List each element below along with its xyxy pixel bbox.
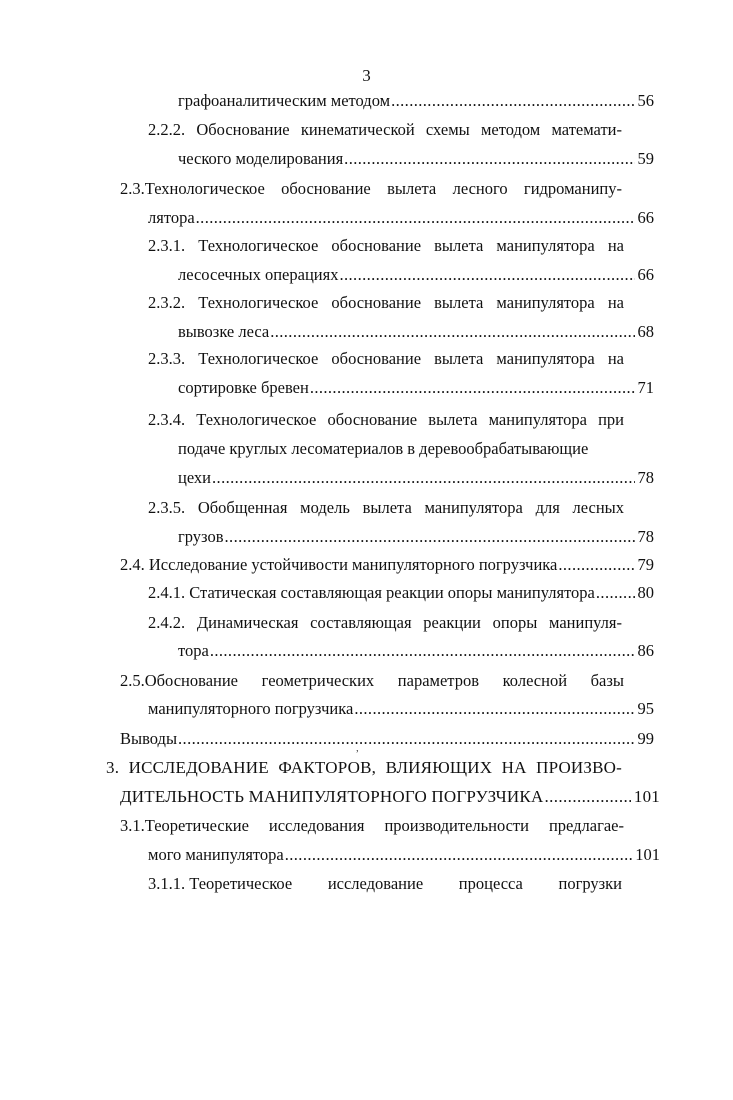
toc-entry-text: 2.3.1. Технологическое обоснование вылета манипулятора на <box>148 236 624 255</box>
toc-page-number: 68 <box>637 322 654 341</box>
toc-page-number: 95 <box>637 699 654 718</box>
leader-dots <box>558 550 634 580</box>
toc-entry <box>120 724 654 754</box>
toc-page-number: 56 <box>637 91 654 110</box>
toc-entry-text: 2.3.5. Обобщенная модель вылета манипулятора для лесных <box>148 498 624 517</box>
toc-entry <box>148 203 654 233</box>
leader-dots <box>196 203 635 233</box>
toc-entry-text: лесосечных операциях <box>178 265 339 284</box>
toc-entry <box>178 317 654 347</box>
toc-entry <box>148 405 624 435</box>
leader-dots <box>339 260 634 290</box>
toc-entry-text: 2.4. Исследование устойчивости манипуляторного погрузчика <box>120 555 558 574</box>
toc-entry-text: сортировке бревен <box>178 378 309 397</box>
leader-dots <box>285 840 633 870</box>
toc-entry-text: 2.5.Обоснование геометрических параметров колесной базы <box>120 671 624 690</box>
toc-entry-text: 2.3.4. Технологическое обоснование вылета манипулятора при <box>148 410 624 429</box>
toc-page-number: 101 <box>633 787 660 806</box>
toc-entry <box>178 373 654 403</box>
toc-entry-text: 2.4.2. Динамическая составляющая реакции опоры манипуля- <box>148 613 622 632</box>
toc-entry <box>120 811 624 841</box>
toc-word: исследование <box>327 874 424 893</box>
toc-entry <box>178 260 654 290</box>
toc-entry-text: цехи <box>178 468 212 487</box>
toc-entry <box>178 636 654 666</box>
toc-entry <box>148 115 622 145</box>
toc-entry <box>120 174 622 204</box>
toc-word: 3.1.1. Теоретическое <box>148 874 293 893</box>
toc-page-number: 86 <box>637 641 654 660</box>
toc-entry <box>148 231 624 261</box>
toc-entry-text: графоаналитическим методом <box>178 91 391 110</box>
leader-dots <box>270 317 634 347</box>
toc-page-number: 66 <box>637 208 654 227</box>
leader-dots <box>391 86 634 116</box>
toc-word: процесса <box>458 874 523 893</box>
toc-page-number: 79 <box>637 555 654 574</box>
leader-dots <box>310 373 635 403</box>
toc-chapter-heading <box>106 753 622 783</box>
toc-entry <box>148 344 624 374</box>
toc-entry <box>178 86 654 116</box>
toc-entry-text: лятора <box>148 208 195 227</box>
toc-entry <box>120 666 624 696</box>
toc-word: погрузки <box>558 874 622 893</box>
toc-entry-text: ческого моделирования <box>178 149 344 168</box>
toc-entry <box>148 288 624 318</box>
toc-entry-text: 2.3.2. Технологическое обоснование вылета манипулятора на <box>148 293 624 312</box>
leader-dots <box>210 636 635 666</box>
toc-entry-text: 3. ИССЛЕДОВАНИЕ ФАКТОРОВ, ВЛИЯЮЩИХ НА ПРОИЗВО- <box>106 758 622 777</box>
leader-dots <box>596 578 635 608</box>
toc-entry-text: манипуляторного погрузчика <box>148 699 354 718</box>
toc-entry-text: грузов <box>178 527 224 546</box>
toc-entry <box>178 434 624 464</box>
toc-page-number: 99 <box>637 729 654 748</box>
toc-entry-text: тора <box>178 641 209 660</box>
toc-entry-text: 2.4.1. Статическая составляющая реакции опоры манипулятора <box>148 583 595 602</box>
leader-dots <box>178 724 634 754</box>
toc-entry <box>148 869 622 899</box>
leader-dots <box>544 782 630 812</box>
toc-entry <box>120 550 654 580</box>
toc-entry <box>178 522 654 552</box>
toc-entry <box>178 463 654 493</box>
toc-entry-text: вывозке леса <box>178 322 270 341</box>
toc-entry-text: 2.2.2. Обоснование кинематической схемы методом математи- <box>148 120 622 139</box>
leader-dots <box>225 522 635 552</box>
toc-chapter-heading <box>120 782 660 812</box>
toc-entry-text <box>148 869 622 899</box>
toc-page-number: 101 <box>635 845 660 864</box>
toc-entry <box>148 493 624 523</box>
toc-entry <box>148 840 660 870</box>
toc-entry <box>148 578 654 608</box>
toc-entry <box>148 608 622 638</box>
toc-page-number: 80 <box>637 583 654 602</box>
toc-entry-text: 2.3.3. Технологическое обоснование вылета манипулятора на <box>148 349 624 368</box>
toc-page-number: 71 <box>637 378 654 397</box>
toc-entry-text: 2.3.Технологическое обоснование вылета лесного гидроманипу- <box>120 179 622 198</box>
leader-dots <box>212 463 634 493</box>
leader-dots <box>344 144 634 174</box>
toc-page-number: 59 <box>637 149 654 168</box>
page-number: 3 <box>362 66 371 85</box>
toc-page-number: 78 <box>637 527 654 546</box>
toc-entry-text: ДИТЕЛЬНОСТЬ МАНИПУЛЯТОРНОГО ПОГРУЗЧИКА <box>120 787 544 806</box>
toc-entry <box>148 694 654 724</box>
leader-dots <box>354 694 634 724</box>
toc-entry-text: 3.1.Теоретические исследования производительности предлагае- <box>120 816 624 835</box>
toc-entry-text: Выводы <box>120 729 178 748</box>
toc-page-number: 66 <box>637 265 654 284</box>
toc-entry-text: мого манипулятора <box>148 845 284 864</box>
stray-mark: , <box>356 742 359 754</box>
toc-page-number: 78 <box>637 468 654 487</box>
toc-entry-text: подаче круглых лесоматериалов в деревообрабатывающие <box>178 439 589 458</box>
toc-entry <box>178 144 654 174</box>
